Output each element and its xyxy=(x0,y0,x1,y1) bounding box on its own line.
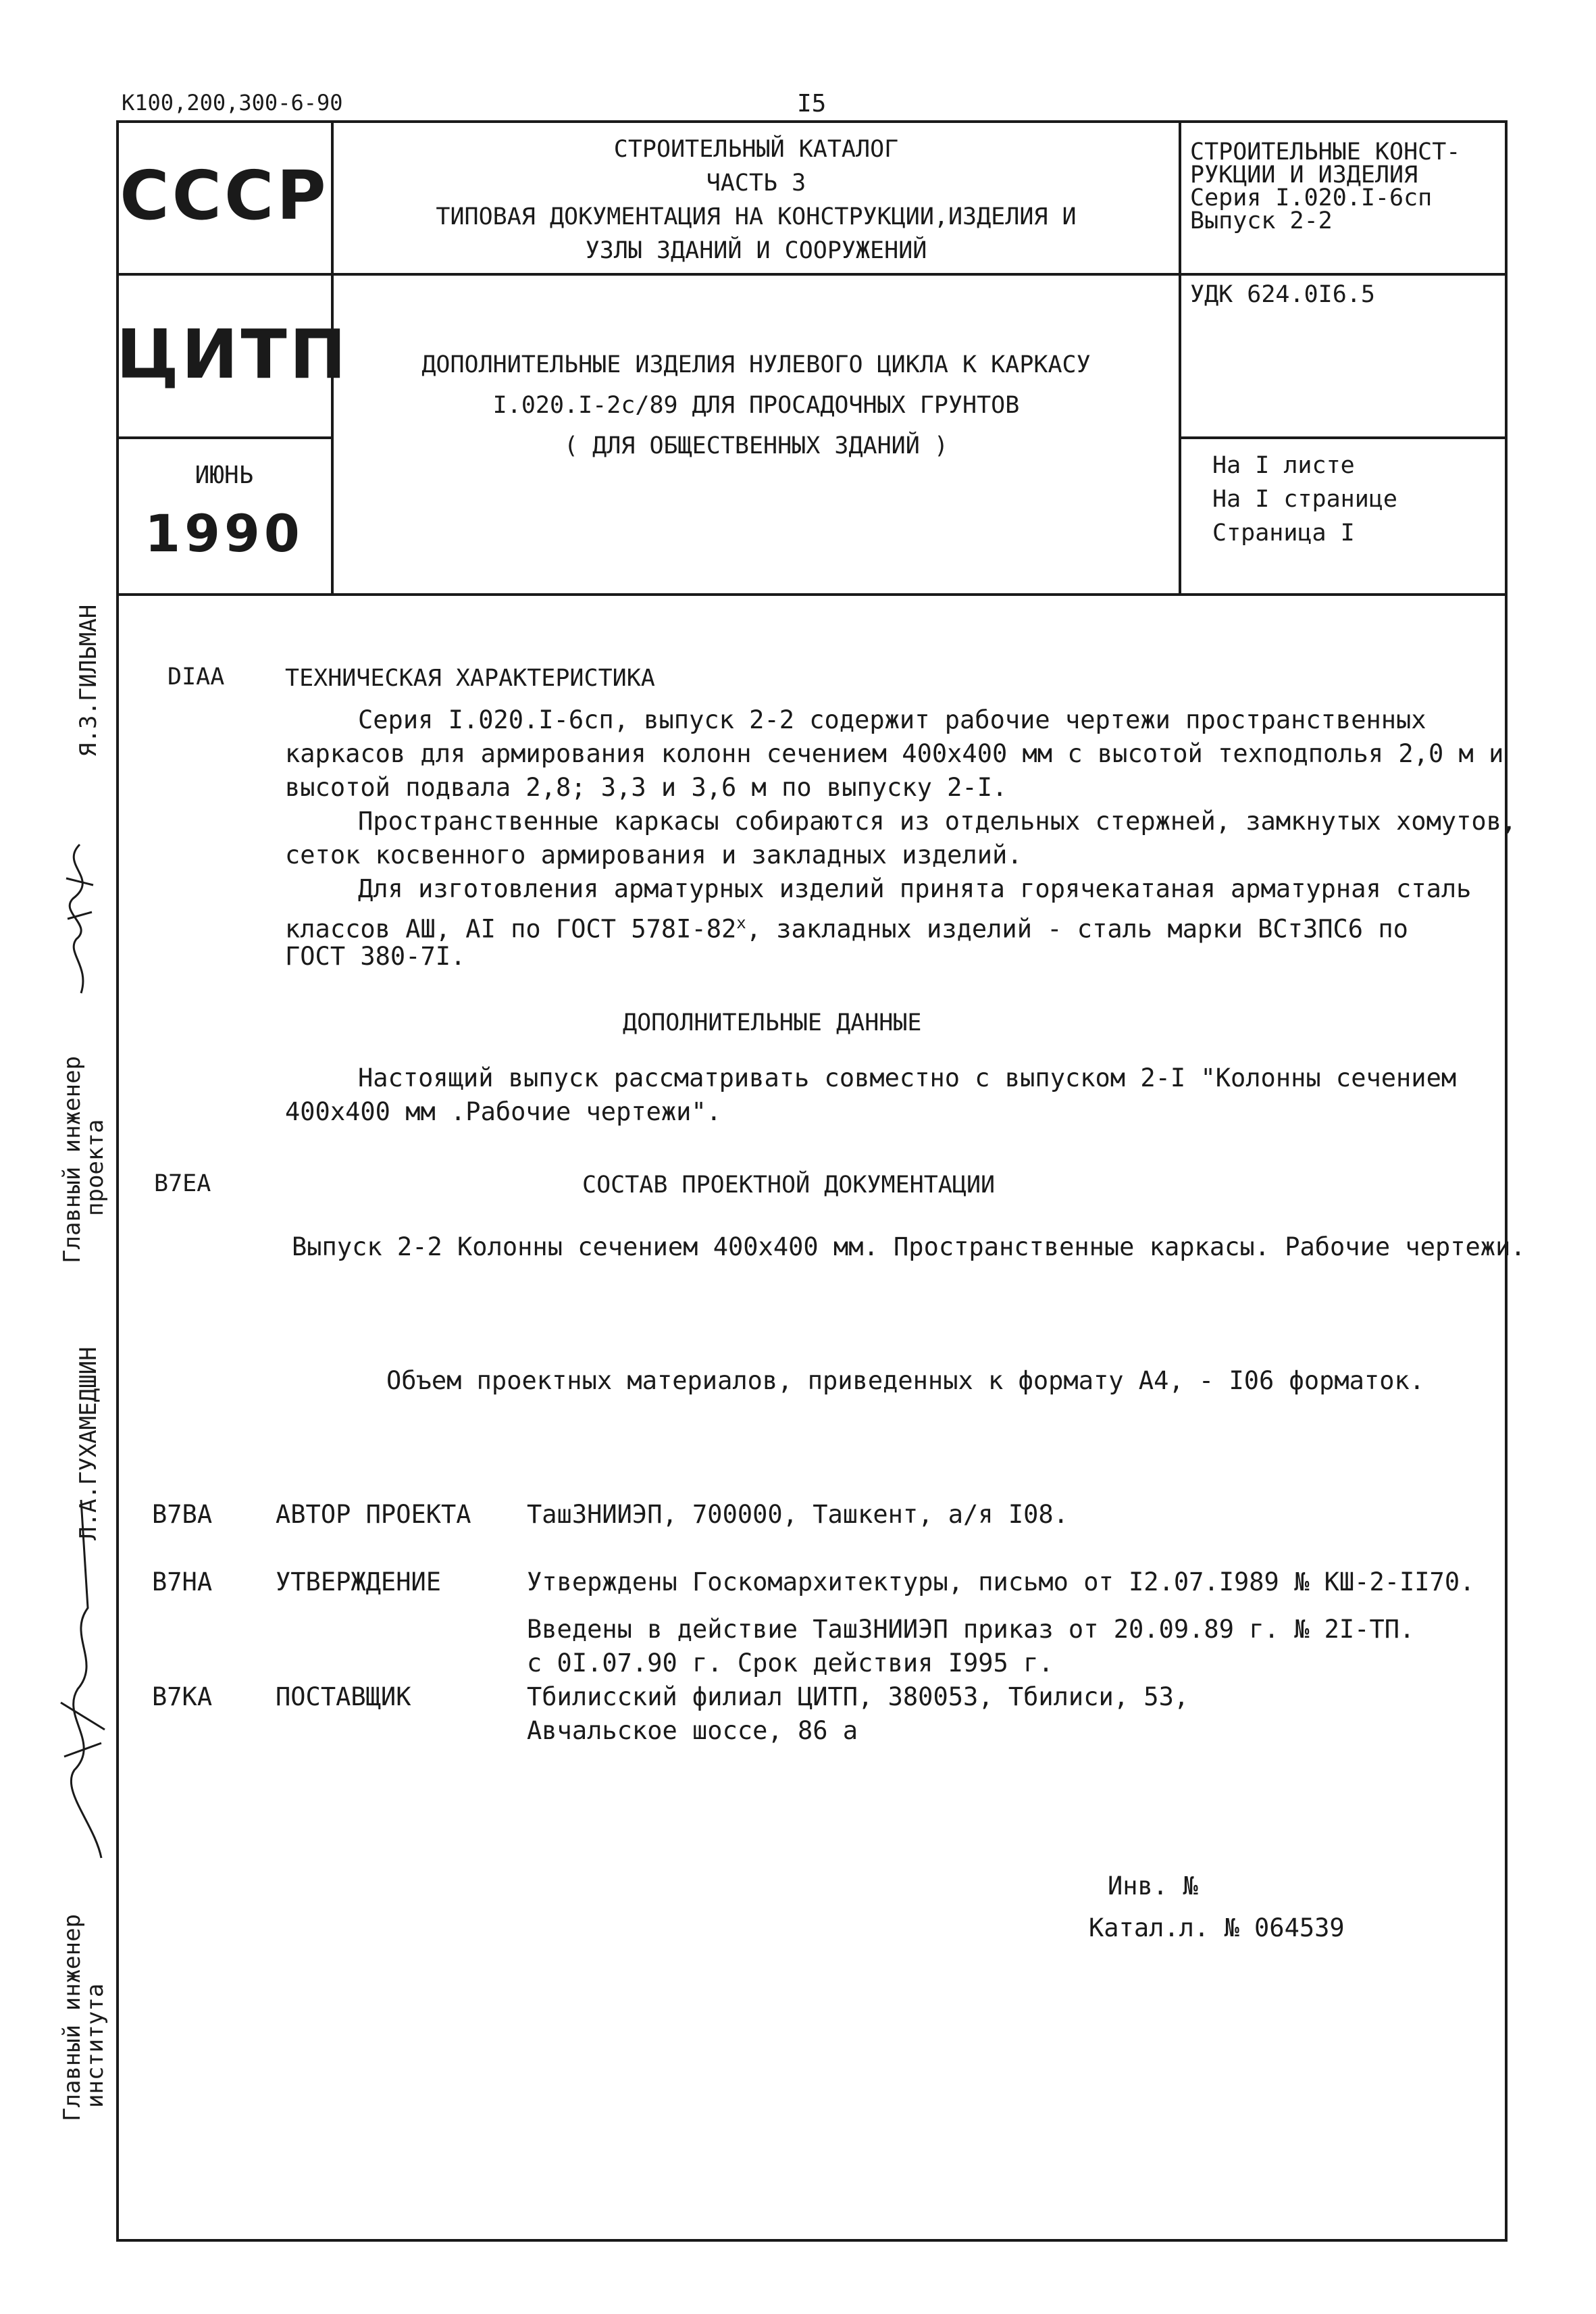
para3-line2-sup: x xyxy=(736,913,746,932)
document-title-line-2: I.020.I-2с/89 ДЛЯ ПРОСАДОЧНЫХ ГРУНТОВ xyxy=(492,392,1020,419)
row-approval-value-3: с 0I.07.90 г. Срок действия I995 г. xyxy=(527,1649,1054,1678)
row-supplier-value-1: Тбилисский филиал ЦИТП, 380053, Тбилиси, 53, xyxy=(527,1682,1189,1711)
document-title-block xyxy=(334,345,1179,466)
row-approval-value-2: Введены в действие ТашЗНИИЭП приказ от 20.09.89 г. № 2I-ТП. xyxy=(527,1615,1415,1644)
sheet-count-line-2: На I странице xyxy=(1212,486,1397,513)
para3-line3: ГОСТ 380-7I. xyxy=(285,942,466,971)
document-code: К100,200,300-6-90 xyxy=(122,90,343,116)
para1-line3: высотой подвала 2,8; 3,3 и 3,6 м по выпуску 2-I. xyxy=(285,773,1008,802)
catalog-title-block xyxy=(334,132,1179,268)
catalog-title-line-1: СТРОИТЕЛЬНЫЙ КАТАЛОГ xyxy=(613,136,899,163)
chief-engineer-institute-name: Л.А.ГУХАМЕДШИН xyxy=(75,1347,102,1540)
series-line-1: СТРОИТЕЛЬНЫЕ КОНСТ- xyxy=(1190,139,1461,166)
row-supplier-code: В7КА xyxy=(152,1682,213,1711)
row-author-label: АВТОР ПРОЕКТА xyxy=(276,1500,471,1529)
header-row-rule-1 xyxy=(116,273,1508,276)
para3-line2 xyxy=(285,907,1408,945)
row-approval-label: УТВЕРЖДЕНИЕ xyxy=(276,1567,442,1596)
sheet-count-line-3: Страница I xyxy=(1212,520,1355,547)
inventory-label: Инв. № xyxy=(1108,1871,1198,1901)
para4-line1: Настоящий выпуск рассматривать совместно с выпуском 2-I "Колонны сечением xyxy=(358,1063,1457,1092)
document-title-line-1: ДОПОЛНИТЕЛЬНЫЕ ИЗДЕЛИЯ НУЛЕВОГО ЦИКЛА К КАРКАСУ xyxy=(421,351,1091,378)
catalog-title-line-3: ТИПОВАЯ ДОКУМЕНТАЦИЯ НА КОНСТРУКЦИИ,ИЗДЕЛИЯ И xyxy=(436,203,1077,230)
header-divider-right xyxy=(1179,120,1181,595)
para2-line2: сеток косвенного армирования и закладных изделий. xyxy=(285,840,1023,870)
chief-engineer-institute-role-1: Главный инженер xyxy=(59,1913,86,2121)
row-approval-value-1: Утверждены Госкомархитектуры, письмо от I2.07.I989 № КШ-2-II70. xyxy=(527,1567,1475,1596)
series-block xyxy=(1190,141,1501,232)
signature-2 xyxy=(41,1486,122,1865)
issue-description: Выпуск 2-2 Колонны сечением 400х400 мм. Пространственные каркасы. Рабочие чертежи. xyxy=(292,1232,1526,1261)
section-title-composition: СОСТАВ ПРОЕКТНОЙ ДОКУМЕНТАЦИИ xyxy=(582,1172,996,1199)
issue-month: ИЮНЬ xyxy=(195,461,254,489)
series-line-3: Серия I.020.I-6сп xyxy=(1190,184,1433,211)
country-label: СССР xyxy=(120,156,329,235)
catalog-title-line-4: УЗЛЫ ЗДАНИЙ И СООРУЖЕНИЙ xyxy=(585,237,927,264)
para2-line1: Пространственные каркасы собираются из отдельных стержней, замкнутых хомутов, xyxy=(358,807,1517,836)
chief-engineer-project-role-1: Главный инженер xyxy=(59,1055,86,1263)
header-bottom-rule xyxy=(116,593,1508,596)
row-author-value: ТашЗНИИЭП, 700000, Ташкент, а/я I08. xyxy=(527,1500,1069,1529)
chief-engineer-project-name: Я.З.ГИЛЬМАН xyxy=(75,604,102,757)
chief-engineer-project-role-2: проекта xyxy=(82,1119,109,1216)
section-code-technical: DIАА xyxy=(168,663,225,690)
sheet-count-line-1: На I листе xyxy=(1212,452,1355,479)
header-row-rule-2-left xyxy=(116,436,332,439)
row-supplier-value-2: Авчальское шоссе, 86 а xyxy=(527,1716,858,1745)
para3-line1: Для изготовления арматурных изделий принята горячекатаная арматурная сталь xyxy=(358,874,1472,903)
para3-line2-tail: , закладных изделий - сталь марки ВСт3ПС6 по xyxy=(746,914,1408,944)
row-supplier-label: ПОСТАВЩИК xyxy=(276,1682,411,1711)
section-code-composition: В7ЕА xyxy=(154,1170,211,1197)
catalog-title-line-2: ЧАСТЬ 3 xyxy=(706,170,806,197)
header-row-rule-2-right xyxy=(1179,436,1508,439)
para1-line1: Серия I.020.I-6сп, выпуск 2-2 содержит рабочие чертежи пространственных xyxy=(358,705,1426,734)
series-line-4: Выпуск 2-2 xyxy=(1190,207,1333,234)
series-line-2: РУКЦИИ И ИЗДЕЛИЯ xyxy=(1190,161,1418,188)
document-title-line-3: ( ДЛЯ ОБЩЕСТВЕННЫХ ЗДАНИЙ ) xyxy=(564,432,948,459)
udk-code: УДК 624.0I6.5 xyxy=(1190,281,1375,308)
catalog-sheet-number: Катал.л. № 064539 xyxy=(1089,1913,1345,1942)
para1-line2: каркасов для армирования колонн сечением 400х400 мм с высотой техподполья 2,0 м и xyxy=(285,739,1504,768)
row-approval-code: В7НА xyxy=(152,1567,213,1596)
page-number: I5 xyxy=(797,90,827,118)
issue-year: 1990 xyxy=(145,503,304,563)
para4-line2: 400х400 мм .Рабочие чертежи". xyxy=(285,1097,722,1126)
para3-line2-head: классов АШ, АI по ГОСТ 578I-82 xyxy=(285,914,737,944)
sheet-count-block xyxy=(1212,449,1496,550)
volume-statement: Объем проектных материалов, приведенных к формату А4, - I06 форматок. xyxy=(386,1366,1425,1395)
chief-engineer-institute-role-2: института xyxy=(82,1983,109,2108)
signature-1 xyxy=(53,838,107,1000)
org-label: ЦИТП xyxy=(116,315,349,394)
section-title-technical: ТЕХНИЧЕСКАЯ ХАРАКТЕРИСТИКА xyxy=(285,665,655,692)
row-author-code: В7ВА xyxy=(152,1500,213,1529)
section-title-additional: ДОПОЛНИТЕЛЬНЫЕ ДАННЫЕ xyxy=(623,1009,922,1036)
